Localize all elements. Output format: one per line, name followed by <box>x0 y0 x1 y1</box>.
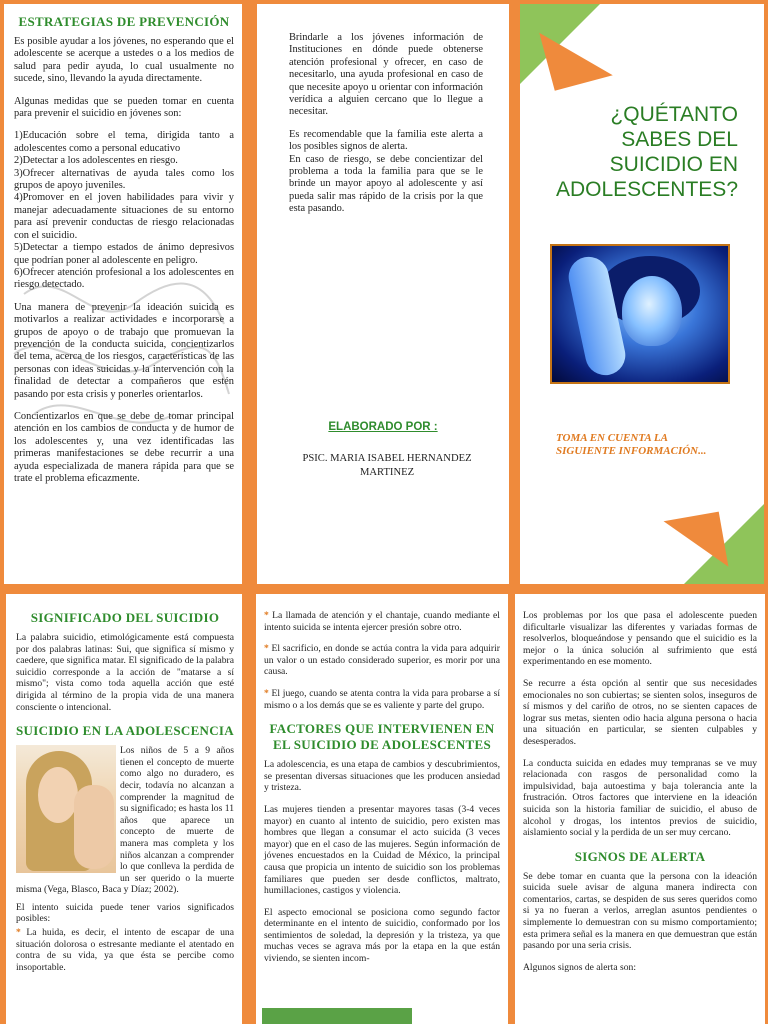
bullet-item: * La llamada de atención y el chantaje, cuando mediante el intento suicida se intenta ejercer presión sobre otro. <box>264 610 500 633</box>
prevention-list: 1)Educación sobre el tema, dirigida tanto a adolescentes como a personal educativo 2)Detectar a los adolescentes en riesgo. 3)Ofrecer alternativas de ayuda tales como los grupos de apoyo juveniles. 4)Promover en el joven habilidades para vivir y manejar adecuadamente situaciones de su entorno para así prevenir conductas de riesgo relacionadas con el suicidio. 5)Detectar a tiempo estados de ánimo depresivos que podrían poner al adolescente en peligro. 6)Ofrecer atención profesional a los adolescentes en riesgo detectado. <box>14 130 234 291</box>
panel-factors <box>256 594 508 1024</box>
paragraph: Es recomendable que la familia este alerta a los posibles signos de alerta. En caso de riesgo, se debe concientizar del problema a toda la familia para que se le brinde un mayor apoyo al adolescente y así pueda salir mas rápido de la crisis por la que esta pasando. <box>289 128 483 215</box>
orange-triangle-decoration <box>664 512 729 577</box>
panel-meaning-of-suicide <box>6 594 242 1024</box>
paragraph: Los niños de 5 a 9 años tienen el concepto de muerte como algo no duradero, es decir, todavía no alcanzan a comprender la magnitud de su significado; es hasta los 11 años que aparece un concepto de muerte de manera mas completa y los niños alcanzan a comprender lo que conlleva la perdida de un ser querido o la muerte misma (Vega, Blasco, Baca y Díaz; 2002). <box>16 745 234 896</box>
panel-warning-signs <box>515 594 765 1024</box>
bullet-item: * El sacrificio, en donde se actúa contra la vida para adquirir un valor o un estado considerado superior, es morir por una causa. <box>264 643 500 678</box>
heading-meaning: SIGNIFICADO DEL SUICIDIO <box>30 610 220 625</box>
author-name: PSIC. MARIA ISABEL HERNANDEZ MARTINEZ <box>302 453 472 478</box>
bullet-item: * La huida, es decir, el intento de escapar de una situación dolorosa o estresante mediante el atentado en contra de su vida, ya que ésta se percibe como insoportable. <box>16 927 234 973</box>
heading-warning-signs: SIGNOS DE ALERTA <box>574 848 706 864</box>
paragraph: La conducta suicida en edades muy tempranas se ve muy relacionada con rasgos de personalidad como la impulsividad, baja autoestima y baja tolerancia ante la frustración. Otros factores que interviene en la ideación suicida son la historia familiar de suicidio, el abuso de alcohol y drogas, los intentos previos de suicidio, aislamiento social y la perdida de un ser muy cercano. <box>523 757 757 839</box>
heading-adolescence: SUICIDIO EN LA ADOLESCENCIA <box>16 723 234 739</box>
elaborated-by-label: ELABORADO POR : <box>328 421 438 433</box>
paragraph: El intento suicida puede tener varios significados posibles: <box>16 901 234 925</box>
notice-text: TOMA EN CUENTA LA SIGUIENTE INFORMACIÓN... <box>556 432 707 457</box>
brochure-title: ¿QUÉTANTO SABES DEL SUICIDIO EN ADOLESCENTES? <box>555 103 738 201</box>
paragraph: Se recurre a ésta opción al sentir que sus necesidades emocionales no son cubiertas; se sienten solos, inseguros de sí mismos y del cariño de otros, no se sienten capaces de lograr sus metas, sienten odio hacia alguna persona o hacia una situación en particular, se sienten culpables y desesperados. <box>523 677 757 747</box>
panel-cover <box>520 4 764 584</box>
heading-factors: FACTORES QUE INTERVIENEN EN EL SUICIDIO DE ADOLESCENTES <box>269 721 495 753</box>
paragraph: Una manera de prevenir la ideación suicida es motivarlos a realizar actividades e incorporarse a grupos de apoyo o de trabajo que promuevan la prevención de la conducta suicida, concientizarlos del tema, acerca de los riesgos, características de las personas con ideas suicidas y la intervención con la finalidad de detectar a compañeros que estén pasando por esta crisis y ponerles orientarlos. <box>14 301 234 400</box>
paragraph: Se debe tomar en cuanta que la persona con la ideación suicida suele avisar de alguna manera indirecta con comentarios, cartas, se despiden de sus seres queridos como si ya no fueran a verlos, arreglan asuntos pendientes o simplemente lo demuestran con su mismo comportamiento; esta primera señal es la manera en que demuestran que están pasando por una seria crisis. <box>523 870 757 952</box>
paragraph: Las mujeres tienden a presentar mayores tasas (3-4 veces mayor) en cuanto al intento de suicidio, pero existen mas hombres que llegan a consumar el acto suicida (3 veces mayor) que en el caso de las mujeres. Según información de jóvenes encuestados en la Cuidad de México, la principal causa que propicia un intento de suicidio son los problemas familiares que pueden ser desde conflictos, maltrato, humillaciones, castigos y violencia. <box>264 803 500 897</box>
heading-prevention-strategies: ESTRATEGIAS DE PREVENCIÓN <box>18 14 230 29</box>
paragraph: Los problemas por los que pasa el adolescente pueden dificultarle visualizar las diferentes y variadas formas de resolverlos, bloqueándose y pensando que el suicidio es la mejor o la única solución al sufrimiento que está experimentando en ese momento. <box>523 610 757 668</box>
paragraph: Algunos signos de alerta son: <box>523 961 636 973</box>
paragraph: Concientizarlos en que se debe de tomar principal atención en los cambios de conducta y de humor de los adolescentes y, una vez identificadas las primeras manifestaciones se debe recurrir a una ayuda especializada de manera rápida para que se trate el problema eficazmente. <box>14 410 234 484</box>
paragraph: Brindarle a los jóvenes información de Instituciones en dónde puede obtenerse atención profesional y ofrecer, en caso de necesitarlo, una ayuda profesional en caso de que necesite apoyo u orientar con información verídica a alguien cercano que lo llegue a necesitar. <box>289 32 483 118</box>
sad-teen-photo <box>550 244 730 384</box>
paragraph: La palabra suicidio, etimológicamente está compuesta por dos palabras latinas: Sui, que significa sí mismo y caedere, que significa matar. El significado de la palabra suicidio corresponde a la acción de "matarse a sí mismo"; vista como toda aquella acción que esté dirigida al término de la propia vida de una manera consciente o intencional. <box>16 632 234 713</box>
panel-institutions-info <box>257 4 509 584</box>
paragraph: Es posible ayudar a los jóvenes, no esperando que el adolescente se acerque a ustedes o a los medios de salud para pedir ayuda, lo cual usualmente no sucede, sino, llevando la ayuda directamente. <box>14 36 234 85</box>
girl-stop-gesture-photo <box>16 745 116 873</box>
smoke-swirl-decoration <box>4 254 234 454</box>
bullet-item: * El juego, cuando se atenta contra la vida para probarse a sí mismo o a los demás que se es valiente y parte del grupo. <box>264 687 500 711</box>
panel-prevention-strategies <box>4 4 242 584</box>
paragraph: La adolescencia, es una etapa de cambios y descubrimientos, se presentan diversas situaciones que les producen ansiedad y tristeza. <box>264 759 500 794</box>
green-bar-decoration <box>262 1008 412 1024</box>
paragraph: El aspecto emocional se posiciona como segundo factor determinante en el intento de suicidio, conformado por los sentimientos de soledad, la depresión y la tristeza, ya que muchas veces se agrava más por la etapa en la que están viviendo, se sienten incom- <box>264 906 500 965</box>
paragraph: Algunas medidas que se pueden tomar en cuenta para prevenir el suicidio en jóvenes son: <box>14 95 234 120</box>
